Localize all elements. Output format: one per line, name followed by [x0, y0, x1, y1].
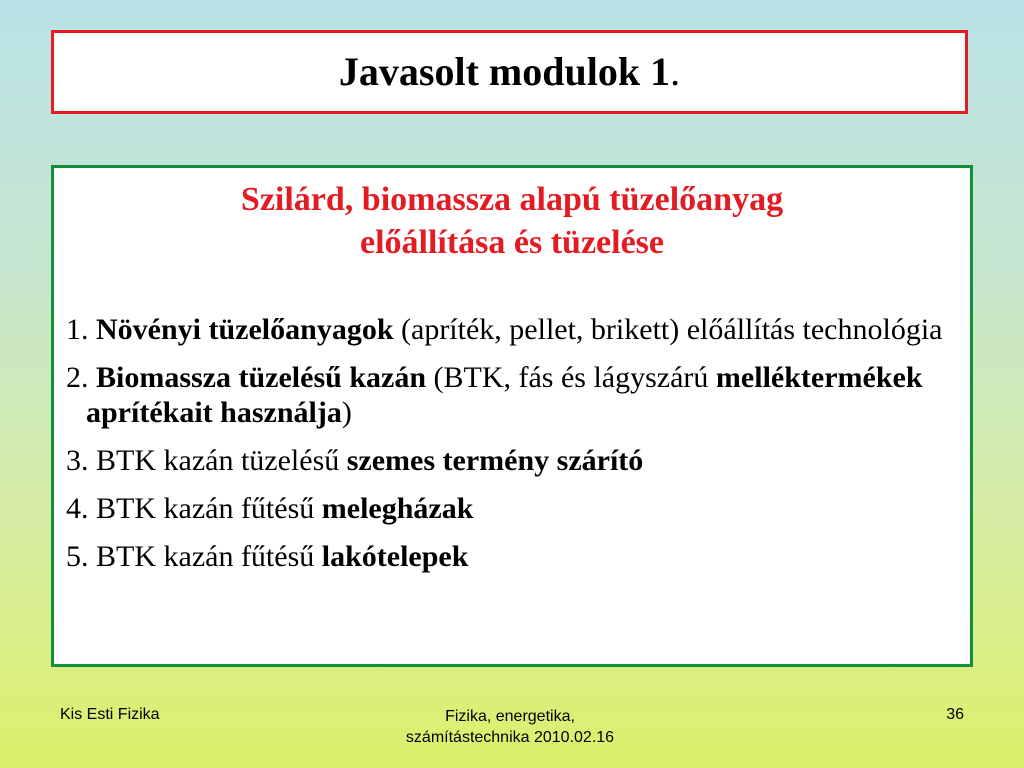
- subtitle-line-1: Szilárd, biomassza alapú tüzelőanyag: [240, 181, 784, 218]
- list-item-1: [66, 312, 958, 347]
- item-4-bold: melegházak: [321, 492, 474, 525]
- list-item-3: [66, 443, 958, 478]
- item-3-prefix: 3. BTK kazán tüzelésű: [66, 444, 347, 477]
- item-2-prefix: 2.: [66, 361, 96, 394]
- item-2-rest: (BTK, fás és lágyszárú: [426, 361, 716, 394]
- item-2-bold: Biomassza tüzelésű kazán: [96, 361, 426, 394]
- list-item-2: [66, 360, 958, 430]
- item-5-prefix: 5. BTK kazán fűtésű: [66, 540, 322, 573]
- footer-center-text: [340, 706, 680, 748]
- item-1-rest: (apríték, pellet, brikett) előállítás technológia: [393, 313, 943, 346]
- item-4-prefix: 4. BTK kazán fűtésű: [66, 492, 322, 525]
- slide-title: [338, 49, 681, 94]
- item-5-bold: lakótelepek: [321, 540, 469, 573]
- subtitle-line-2: előállítása és tüzelése: [359, 224, 665, 261]
- item-3-bold: szemes termény szárító: [346, 444, 644, 477]
- content-box: [51, 165, 973, 667]
- footer-left-text: Kis Esti Fizika: [60, 706, 160, 723]
- footer-center-line-1: Fizika, energetika,: [445, 708, 575, 725]
- slide-title-suffix: .: [670, 49, 681, 94]
- title-box: [51, 30, 968, 114]
- slide-subtitle: [66, 178, 958, 264]
- item-1-prefix: 1.: [66, 313, 96, 346]
- list-item-4: [66, 491, 958, 526]
- list-item-5: [66, 539, 958, 574]
- slide-title-text: Javasolt modulok 1: [338, 49, 671, 94]
- page-number: 36: [946, 706, 964, 723]
- item-2-rest-2: ): [341, 396, 352, 429]
- item-2-bold-2: melléktermékek aprítékait használja: [86, 361, 923, 429]
- footer-center-line-2: számítástechnika 2010.02.16: [405, 729, 615, 746]
- module-list: [66, 312, 958, 574]
- item-1-bold: Növényi tüzelőanyagok: [96, 313, 394, 346]
